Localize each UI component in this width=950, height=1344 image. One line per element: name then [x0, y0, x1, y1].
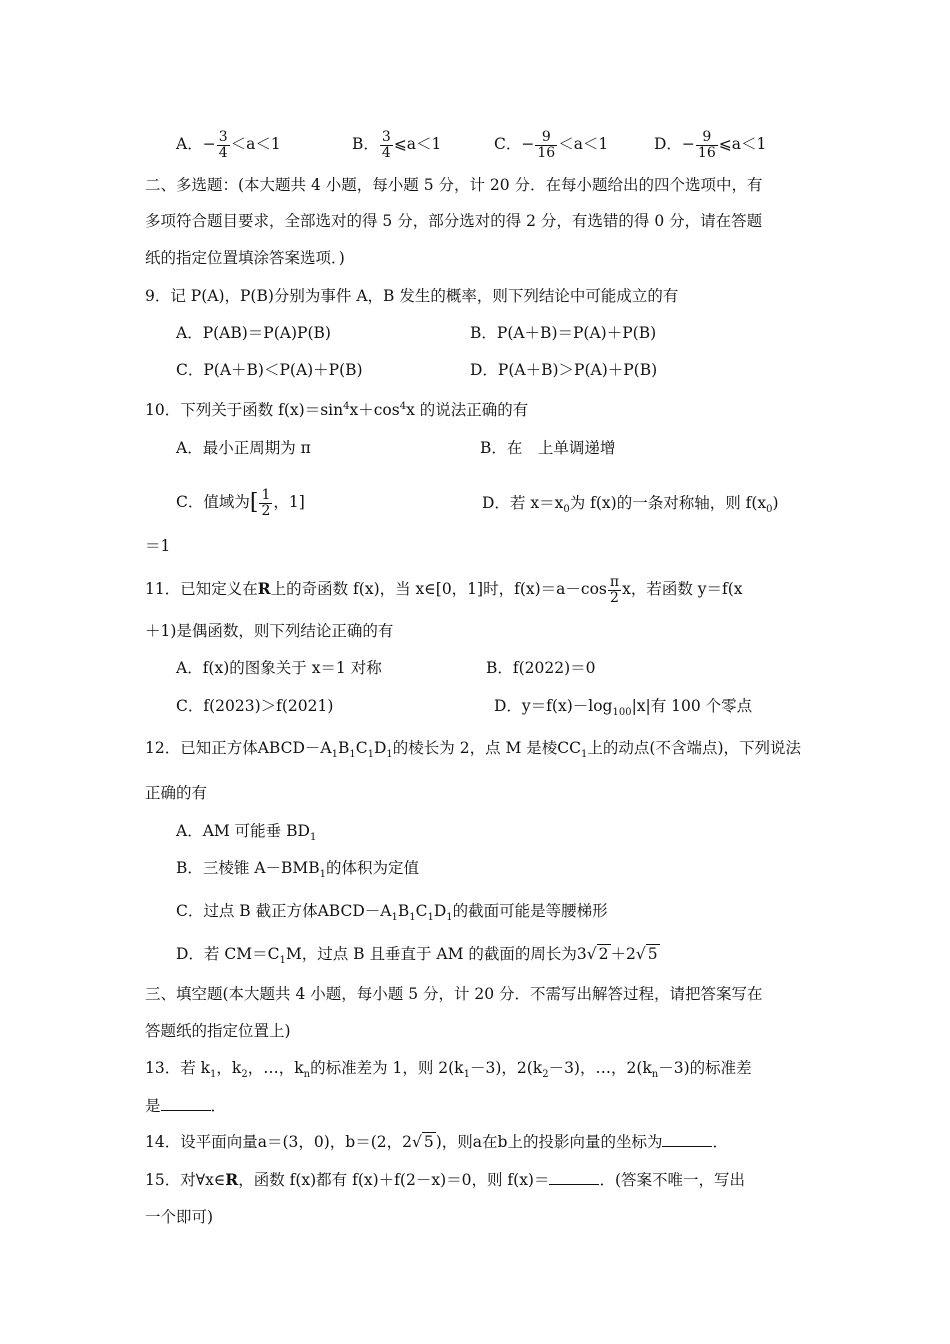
q10-option-d-continued: ＝1 [145, 537, 171, 555]
q8-option-d: D．− $\frac{9}{16}$ ⩽a＜1 [654, 129, 767, 161]
fraction: $\frac{1}{2}$ [261, 487, 271, 519]
q13-stem-line2: 是 ． [145, 1097, 227, 1115]
fraction: $\frac{\pi}{2}$ [609, 574, 620, 606]
q8-option-c: C．− $\frac{9}{16}$ ＜a＜1 [494, 129, 609, 161]
section2-line3: 纸的指定位置填涂答案选项．) [145, 249, 345, 267]
section3-line1: 三、填空题(本大题共 4 小题，每小题 5 分，计 20 分．不需写出解答过程，请把答案写在 [145, 985, 763, 1003]
q12-option-a: A．AM 可能垂 $BD_1$ [176, 822, 317, 844]
sqrt-symbol: √ 5 [635, 945, 658, 963]
section3-line2: 答题纸的指定位置上) [145, 1022, 291, 1040]
q10-option-a: A．最小正周期为 π [176, 439, 311, 457]
q10-option-c: C．值域为[ $\frac{1}{2}$ ，1] [176, 487, 305, 519]
q15-stem: 15．对∀x∈R，函数 f(x)都有 f(x)＋f(2－x)＝0，则 f(x)＝ ．(答案不唯一，写出 [145, 1170, 746, 1189]
q8-option-b: B． $\frac{3}{4}$ ⩽a＜1 [352, 129, 442, 161]
answer-blank[interactable] [662, 1132, 712, 1147]
q9-option-c: C．P(A＋B)＜P(A)＋P(B) [176, 361, 363, 379]
q10-stem: 10．下列关于函数 $f(x)=\sin^4x+\cos^4x$ 的说法正确的有 [145, 401, 529, 420]
q11-option-a: A．f(x)的图象关于 x＝1 对称 [176, 659, 382, 677]
q15-stem-line2: 一个即可) [145, 1208, 214, 1226]
q12-option-c: C．过点 B 截正方体$ABCD-A_1B_1C_1D_1$的截面可能是等腰梯形 [176, 902, 608, 924]
q8-option-a: A．− $\frac{3}{4}$ ＜a＜1 [176, 129, 281, 161]
fraction: $\frac{9}{16}$ [697, 129, 716, 161]
q9-option-d: D．P(A＋B)＞P(A)＋P(B) [470, 361, 658, 379]
q12-option-b: B．三棱锥 $A-BMB_1$的体积为定值 [176, 859, 420, 881]
q11-option-d: D．$y=f(x)-\log_{100}|x|$有 100 个零点 [494, 697, 753, 719]
section2-line1: 二、多选题：(本大题共 4 小题，每小题 5 分，计 20 分．在每小题给出的四个选项中，有 [145, 176, 763, 194]
q11-stem: 11．已知定义在R上的奇函数 f(x)，当 x∈[0，1]时，f(x)＝a－cos $\frac{\pi}{2}$ x，若函数 y＝f(x [145, 574, 743, 606]
sqrt-symbol: √ 5 [411, 1133, 434, 1151]
q11-stem-line2: ＋1)是偶函数，则下列结论正确的有 [145, 622, 394, 640]
q11-option-c: C．f(2023)＞f(2021) [176, 697, 334, 715]
q14-stem: 14．设平面向量a＝(3，0)，b＝(2，2√ 5 )，则a在b上的投影向量的坐标为 ． [145, 1133, 728, 1151]
q9-option-b: B．P(A＋B)＝P(A)＋P(B) [470, 324, 657, 342]
answer-blank[interactable] [549, 1170, 599, 1185]
q11-option-b: B．f(2022)＝0 [486, 659, 596, 677]
sqrt-symbol: √ 2 [586, 945, 609, 963]
q12-stem-line2: 正确的有 [145, 784, 208, 802]
section2-line2: 多项符合题目要求，全部选对的得 5 分，部分选对的得 2 分，有选错的得 0 分，请在答题 [145, 212, 763, 230]
q9-stem: 9．记 P(A)，P(B)分别为事件 A，B 发生的概率，则下列结论中可能成立的有 [145, 287, 679, 305]
fraction: $\frac{3}{4}$ [218, 129, 228, 161]
q10-option-b: B．在 上单调递增 [480, 439, 616, 457]
fraction: $\frac{9}{16}$ [537, 129, 556, 161]
answer-blank[interactable] [161, 1096, 211, 1111]
q10-option-d: D．若 $x=x_0$为 f(x)的一条对称轴，则 $f(x_0)$ [482, 494, 779, 516]
fraction: $\frac{3}{4}$ [381, 129, 391, 161]
q9-option-a: A．P(AB)＝P(A)P(B) [176, 324, 331, 342]
q12-option-d: D．若 $CM=C_1M$，过点 B 且垂直于 AM 的截面的周长为3√ 2 ＋2√ 5 [176, 945, 658, 967]
q12-stem: 12．已知正方体$ABCD-A_1B_1C_1D_1$的棱长为 2，点 M 是棱$CC_1$上的动点(不含端点)，下列说法 [145, 739, 801, 761]
q13-stem: 13．若 $k_1$，$k_2$，…，$k_n$的标准差为 1，则 $2(k_1-3)$，$2(k_2-3)$，…，$2(k_n-3)$的标准差 [145, 1059, 752, 1081]
